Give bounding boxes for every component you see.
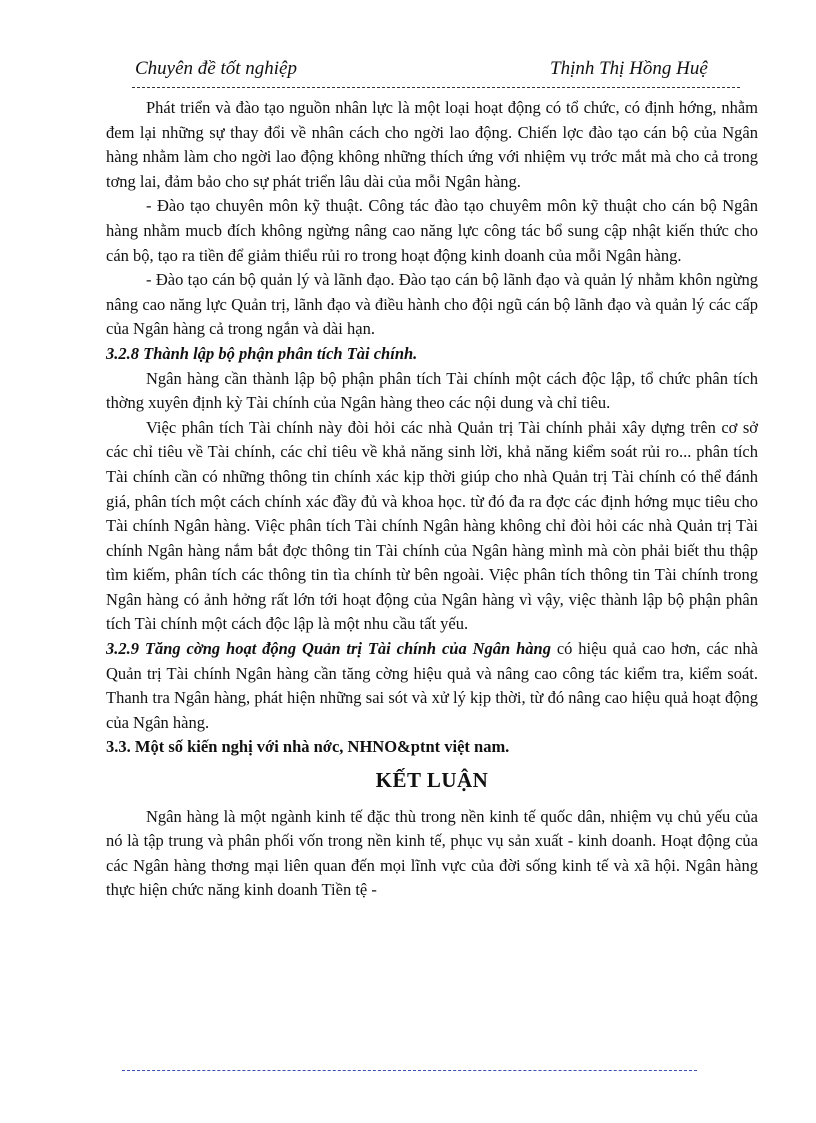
paragraph-3-2-9-text: có hiệu quả cao hơn, các nhà Quản trị Tài chính Ngân hàng cần tăng cờng hiệu quả và nâng cao công tác kiểm tra, kiểm soát. Thanh tra Ngân hàng, phát hiện những sai sót và xử lý kịp thời, từ đó nâng cao hiệu quả hoạt động của Ngân hàng. — [106, 639, 758, 732]
paragraph-technical-training: - Đào tạo chuyên môn kỹ thuật. Công tác đào tạo chuyêm môn kỹ thuật cho cán bộ Ngân hàng nhằm mucb đích không ngừng nâng cao năng lực công tác bổ sung cập nhật kiến thức cho cán bộ, tạo ra tiền để giảm thiểu rủi ro trong hoạt động kinh doanh của mỗi Ngân hàng. — [106, 196, 758, 265]
section-heading-3-2-9: 3.2.9 Tăng cờng hoạt động Quản trị Tài chính của Ngân hàng — [106, 639, 551, 659]
header-author: Thịnh Thị Hồng Huệ — [550, 58, 708, 79]
conclusion-title: KẾT LUẬN — [375, 768, 489, 793]
paragraph-training-intro: Phát triển và đào tạo nguồn nhân lực là một loại hoạt động có tổ chức, có định hớng, nhằm đem lại những sự thay đổi về nhân cách cho ngời lao động. Chiến lợc đào tạo cán bộ của Ngân hàng nhằm làm cho ngời lao động không những thích ứng với nhiệm vụ trớc mắt mà cho cả trong tơng lai, đảm bảo cho sự phát triển lâu dài của mỗi Ngân hàng. — [106, 98, 758, 191]
paragraph-analysis-detail: Việc phân tích Tài chính này đòi hỏi các nhà Quản trị Tài chính phải xây dựng trên cơ sở các chỉ tiêu về Tài chính, các chỉ tiêu về khả năng sinh lời, khả năng kiểm soát rủi ro... phân tích Tài chính cần có những thông tin chính xác kịp thời giúp cho nhà Quản trị Tài chính có thể đánh giá, phân tích một cách chính xác đầy đủ và khoa học. từ đó đa ra đợc các định hớng mục tiêu cho Tài chính Ngân hàng. Việc phân tích Tài chính Ngân hàng không chỉ đòi hỏi các nhà Quản trị Tài chính Ngân hàng nắm bắt đợc thông tin Tài chính của Ngân hàng mình mà còn phải biết thu thập tìm kiếm, phân tích các thông tin tìa chính từ bên ngoài. Việc phân tích thông tin Tài chính trong Ngân hàng có ảnh hởng rất lớn tới hoạt động của Ngân hàng vì vậy, việc thành lập bộ phận phân tích Tài chính một cách độc lập là một nhu cầu tất yếu. — [106, 417, 758, 634]
footer-divider — [122, 1070, 697, 1071]
paragraph-analysis-unit: Ngân hàng cần thành lập bộ phận phân tích Tài chính một cách độc lập, tổ chức phân tích thờng xuyên định kỳ Tài chính của Ngân hàng theo các nội dung và chỉ tiêu. — [106, 368, 758, 413]
section-heading-3-3: 3.3. Một số kiến nghị với nhà nớc, NHNO&ptnt việt nam. — [106, 737, 510, 757]
paragraph-management-training: - Đào tạo cán bộ quản lý và lãnh đạo. Đào tạo cán bộ lãnh đạo và quản lý nhằm khôn ngừng nâng cao năng lực Quản trị, lãnh đạo và điều hành cho đội ngũ cán bộ lãnh đạo và quản lý các cấp của Ngân hàng cả trong ngắn và dài hạn. — [106, 270, 758, 339]
header-divider — [132, 87, 740, 88]
header-title: Chuyên đề tốt nghiệp — [135, 58, 297, 79]
paragraph-3-2-9 — [106, 637, 758, 735]
document-body — [106, 96, 758, 903]
paragraph-conclusion: Ngân hàng là một ngành kinh tế đặc thù trong nền kinh tế quốc dân, nhiệm vụ chủ yếu của nó là tập trung và phân phối vốn trong nền kinh tế, phục vụ sản xuất - kinh doanh. Hoạt động của các Ngân hàng thơng mại liên quan đến mọi lĩnh vực của đời sống kinh tế và xã hội. Ngân hàng thực hiện chức năng kinh doanh Tiền tệ - — [106, 806, 758, 900]
section-heading-3-2-8: 3.2.8 Thành lập bộ phận phân tích Tài chính. — [106, 343, 418, 363]
